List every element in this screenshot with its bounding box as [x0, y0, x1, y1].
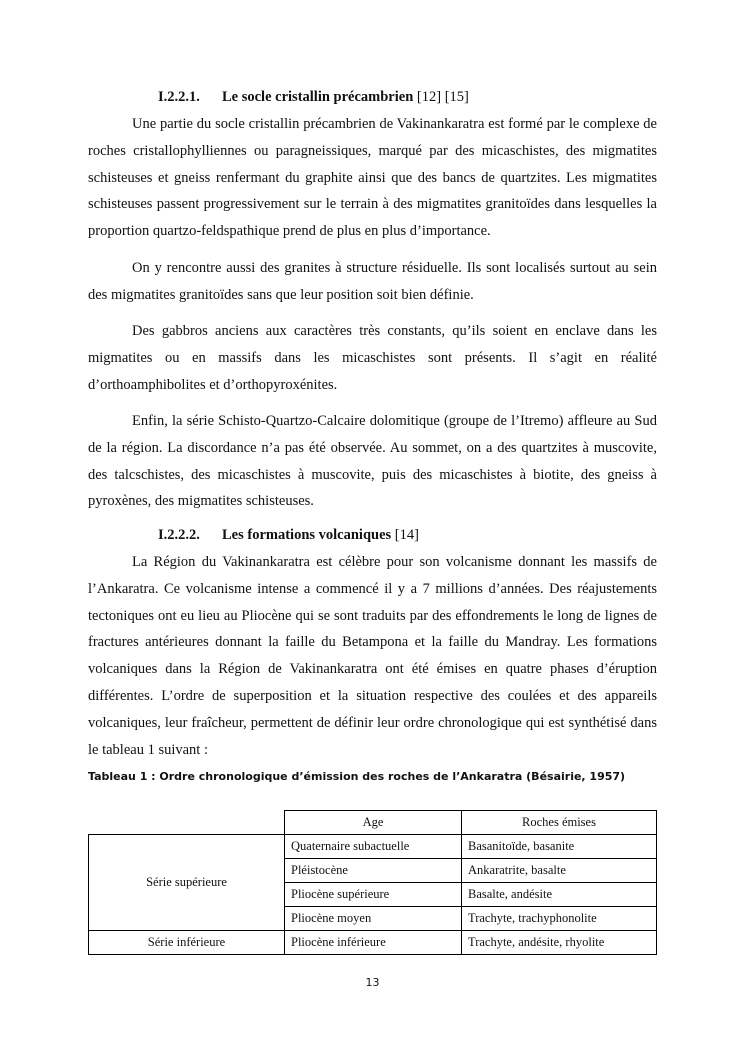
paragraph: On y rencontre aussi des granites à structure résiduelle. Ils sont localisés surtout au sein des migmatites granitoïdes sans que leur position soit bien définie. [88, 260, 657, 303]
age-cell: Quaternaire subactuelle [285, 835, 462, 859]
section-title: Les formations volcaniques [222, 527, 392, 543]
paragraph: La Région du Vakinankaratra est célèbre pour son volcanisme donnant les massifs de l’Ankaratra. Ce volcanisme intense a commencé il y a 7 millions d’années. Des réajustements tectoniques ont eu lieu au Pliocène qui se sont traduits par des effondrements le long de lignes de fractures antérieures donnant la faille du Betampona et la faille du Mandray. Les formations volcaniques dans la Région de Vakinankaratra ont été émises en quatre phases d’éruption différentes. L’ordre de superposition et la situation respective des coulées et des appareils volcaniques, leur fraîcheur, permettent de définir leur ordre chronologique qui est synthétisé dans le tableau 1 suivant : [88, 554, 657, 758]
section-heading-1 [158, 89, 469, 106]
table-row [89, 931, 657, 955]
section-number: I.2.2.2. [158, 527, 200, 543]
paragraph: Enfin, la série Schisto-Quartzo-Calcaire dolomitique (groupe de l’Itremo) affleure au Sud de la région. La discordance n’a pas été observée. Au sommet, on a des quartzites à muscovite, des talcschistes, des micaschistes à muscovite, puis des micaschistes à biotite, des gneiss à pyroxènes, des migmatites schisteuses. [88, 413, 657, 510]
table-corner [89, 811, 285, 835]
age-cell: Pliocène supérieure [285, 883, 462, 907]
rock-cell: Trachyte, andésite, rhyolite [462, 931, 657, 955]
section-refs: [14] [391, 527, 419, 543]
section-refs: [12] [15] [413, 89, 469, 105]
rock-cell: Basalte, andésite [462, 883, 657, 907]
table-header-age: Age [285, 811, 462, 835]
section-title: Le socle cristallin précambrien [222, 89, 414, 105]
section-heading-2 [158, 527, 419, 544]
age-cell: Pléistocène [285, 859, 462, 883]
paragraph: Une partie du socle cristallin précambrien de Vakinankaratra est formé par le complexe de roches cristallophylliennes ou paragneissiques, marqué par des micaschistes, des migmatites schisteuses et gneiss renfermant du graphite ainsi que des bancs de quartzites. Les migmatites schisteuses passent progressivement sur le terrain à des migmatites granitoïdes dans lesquelles la proportion quartzo-feldspathique prend de plus en plus d’importance. [88, 116, 657, 240]
table-caption: Tableau 1 : Ordre chronologique d’émission des roches de l’Ankaratra (Bésairie, 1957) [88, 770, 626, 783]
age-cell: Pliocène inférieure [285, 931, 462, 955]
rock-cell: Basanitoïde, basanite [462, 835, 657, 859]
paragraph: Des gabbros anciens aux caractères très constants, qu’ils soient en enclave dans les migmatites ou en massifs dans les micaschistes sont présents. Il s’agit en réalité d’orthoamphibolites et d’orthopyroxénites. [88, 323, 657, 393]
age-cell: Pliocène moyen [285, 907, 462, 931]
chronology-table [88, 810, 657, 955]
page-number: 13 [365, 976, 380, 989]
table-header-rocks: Roches émises [462, 811, 657, 835]
section-number: I.2.2.1. [158, 89, 200, 105]
table-header-row [89, 811, 657, 835]
rock-cell: Trachyte, trachyphonolite [462, 907, 657, 931]
table-row [89, 835, 657, 859]
series-cell: Série inférieure [89, 931, 285, 955]
series-cell: Série supérieure [89, 835, 285, 931]
rock-cell: Ankaratrite, basalte [462, 859, 657, 883]
